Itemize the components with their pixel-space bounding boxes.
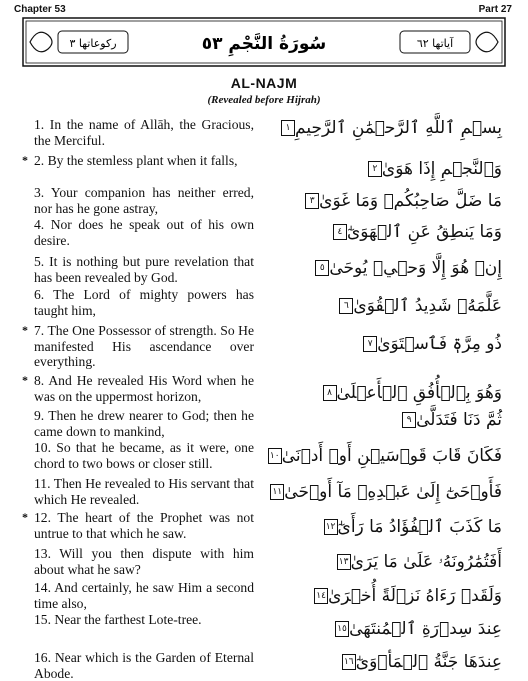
- arabic-text: مَا ضَلَّ صَاحِبُكُمۡ وَمَا غَوَىٰ: [319, 191, 502, 211]
- verse-translation: 3. Your companion has neither erred, nor has he gone astray,: [34, 185, 254, 216]
- arabic-text: عِندَهَا جَنَّةُ ٱلۡمَأۡوَىٰٓ: [355, 652, 502, 672]
- verse-translation: 2. By the stemless plant when it falls,: [34, 153, 238, 168]
- verse-number-marker: ٦: [339, 298, 353, 314]
- verse-number-marker: ١٢: [324, 519, 338, 535]
- verse-arabic: [267, 482, 502, 502]
- verse-number-marker: ١١: [270, 484, 284, 500]
- arabic-text: أَفَتُمَٰرُونَهُۥ عَلَىٰ مَا يَرَىٰ: [350, 552, 502, 572]
- verse-arabic: [339, 652, 502, 672]
- arabic-text: ثُمَّ دَنَا فَتَدَلَّىٰ: [416, 410, 502, 430]
- surah-subtitle: (Revealed before Hijrah): [207, 94, 321, 106]
- commentary-marker: *: [22, 510, 28, 524]
- surah-title: AL-NAJM: [230, 75, 298, 91]
- verse-number-marker: ١٥: [335, 621, 349, 637]
- part-label: Part 27: [478, 4, 512, 15]
- verse-translation: 10. So that he became, as it were, one chord to two bows or closer still.: [34, 440, 254, 471]
- commentary-marker: *: [22, 323, 28, 337]
- verse-arabic: [334, 552, 502, 572]
- commentary-marker: *: [22, 373, 28, 387]
- verse-number-marker: ١: [281, 120, 295, 136]
- verse-translation: 15. Near the farthest Lote-tree.: [34, 612, 202, 627]
- right-ornament-icon: [476, 32, 498, 52]
- verse-translation: 6. The Lord of mighty powers has taught him,: [34, 287, 254, 318]
- arabic-text: ذُو مِرَّةٖ فَٱسۡتَوَىٰ: [377, 334, 502, 354]
- verse-arabic: [265, 446, 502, 466]
- arabic-text: فَكَانَ قَابَ قَوۡسَيۡنِ أَوۡ أَدۡنَىٰ: [281, 446, 502, 466]
- verse-arabic: [311, 586, 502, 606]
- verse-translation: 7. The One Possessor of strength. So He manifested His ascendance over everything.: [34, 323, 254, 369]
- arabic-text: وَمَا يَنطِقُ عَنِ ٱلۡهَوَىٰٓ: [346, 222, 502, 242]
- verse-arabic: [330, 221, 502, 242]
- arabic-text: عَلَّمَهُۥ شَدِيدُ ٱلۡقُوَىٰ: [353, 296, 502, 316]
- commentary-marker: *: [22, 153, 28, 167]
- verse-translation: 12. The heart of the Prophet was not untrue to that which he saw.: [34, 510, 254, 541]
- verse-number-marker: ٤: [333, 224, 347, 240]
- verse-arabic: [320, 383, 502, 403]
- verse-translation: 11. Then He revealed to His servant that which He revealed.: [34, 476, 254, 507]
- chapter-label: Chapter 53: [14, 4, 66, 15]
- verse-translation: 4. Nor does he speak out of his own desire.: [34, 217, 254, 248]
- verse-arabic: [336, 295, 502, 316]
- verse-arabic: [321, 516, 502, 537]
- left-ornament-icon: [30, 32, 52, 52]
- verse-number-marker: ٩: [402, 412, 416, 428]
- verse-number-marker: ١٠: [268, 448, 282, 464]
- ruku-count-label: رکوعاتها ٣: [69, 37, 117, 50]
- arabic-text: مَا كَذَبَ ٱلۡفُؤَادُ مَا رَأَىٰٓ: [337, 517, 502, 537]
- verse-translation: 1. In the name of Allāh, the Gracious, the Merciful.: [34, 117, 254, 148]
- verse-translation: 13. Will you then dispute with him about what he saw?: [34, 546, 254, 577]
- verse-translation: 14. And certainly, he saw Him a second time also,: [34, 580, 254, 611]
- arabic-text: عِندَ سِدۡرَةِ ٱلۡمُنتَهَىٰ: [349, 619, 502, 639]
- verse-arabic: [278, 117, 502, 138]
- verse-number-marker: ٢: [368, 161, 382, 177]
- surah-name-calligraphy: سُورَةُ النَّجْمِ ٥٣: [201, 34, 327, 54]
- verse-arabic: [302, 191, 502, 211]
- arabic-text: وَهُوَ بِٱلۡأُفُقِ ٱلۡأَعۡلَىٰ: [336, 383, 502, 403]
- verse-number-marker: ٨: [323, 385, 337, 401]
- arabic-text: فَأَوۡحَىٰٓ إِلَىٰ عَبۡدِهِۦ مَآ أَوۡحَىٰ: [284, 482, 502, 502]
- verse-number-marker: ١٣: [337, 554, 351, 570]
- arabic-text: وَٱلنَّجۡمِ إِذَا هَوَىٰ: [381, 159, 502, 179]
- verse-number-marker: ٧: [363, 336, 377, 352]
- verse-number-marker: ١٤: [314, 588, 328, 604]
- verse-translation: 5. It is nothing but pure revelation that has been revealed by God.: [34, 254, 254, 285]
- verse-arabic: [360, 333, 502, 354]
- verse-translation: 8. And He revealed His Word when he was on the uppermost horizon,: [34, 373, 254, 404]
- verse-arabic: [365, 159, 502, 179]
- verse-number-marker: ٥: [315, 260, 329, 276]
- arabic-text: وَلَقَدۡ رَءَاهُ نَزۡلَةً أُخۡرَىٰ: [328, 586, 502, 606]
- verse-arabic: [332, 618, 502, 639]
- verse-arabic: [399, 410, 502, 430]
- verse-arabic: [312, 258, 502, 278]
- arabic-text: بِسۡمِ ٱللَّهِ ٱلرَّحۡمَٰنِ ٱلرَّحِيمِ: [295, 118, 502, 138]
- surah-header-banner: [22, 17, 506, 67]
- verse-translation: 9. Then he drew nearer to God; then he came down to mankind,: [34, 408, 254, 439]
- verse-translation: 16. Near which is the Garden of Eternal Abode.: [34, 650, 254, 681]
- verse-number-marker: ١٦: [342, 654, 356, 670]
- arabic-text: إِنۡ هُوَ إِلَّا وَحۡيٞ يُوحَىٰ: [329, 258, 502, 278]
- verse-number-marker: ٣: [305, 193, 319, 209]
- ayat-count-label: آیاتها ٦٢: [416, 37, 454, 50]
